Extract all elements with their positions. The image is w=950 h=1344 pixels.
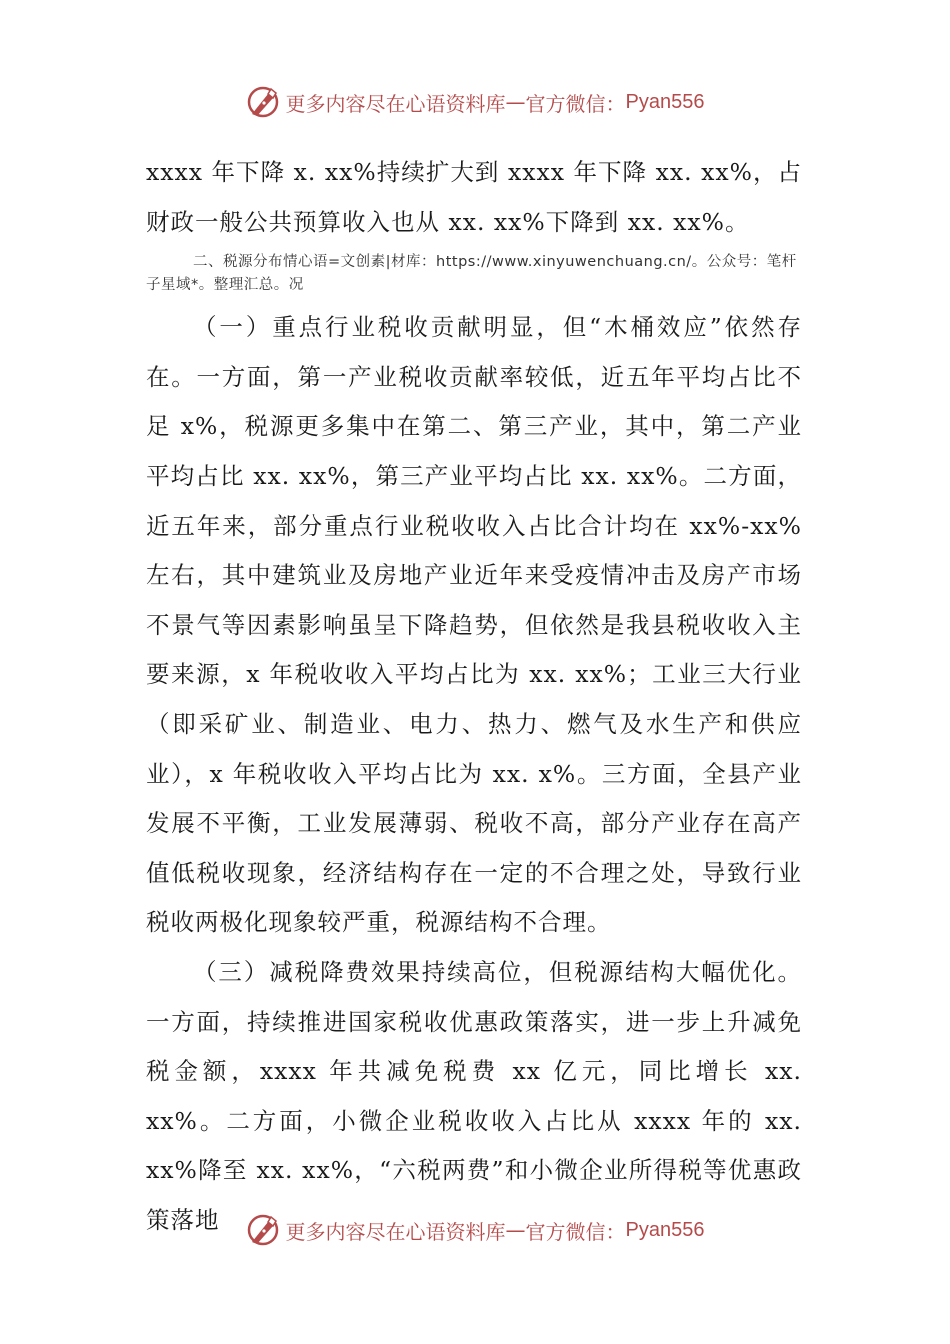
section-heading-with-watermark: 二、税源分布情心语=文创素|材库：https://www.xinyuwenchuang.cn/。公众号：笔杆子星域*。整理汇总。况: [146, 254, 797, 294]
watermark-brand-text: 更多内容尽在心语资料库: [285, 91, 506, 116]
document-body: [146, 148, 802, 1245]
pen-nib-logo-icon: [246, 1213, 280, 1247]
paragraph-continuation: xxxx 年下降 x. xx%持续扩大到 xxxx 年下降 xx. xx%，占财政一般公共预算收入也从 xx. xx%下降到 xx. xx%。: [146, 158, 802, 236]
watermark-contact-id: Pyan556: [625, 1218, 705, 1241]
watermark-contact-label: 官方微信：: [525, 91, 626, 116]
watermark-brand-text: 更多内容尽在心语资料库: [285, 1219, 506, 1244]
pen-nib-logo-icon: [246, 85, 280, 119]
paragraph-tax-reduction: （三）减税降费效果持续高位，但税源结构大幅优化。一方面，持续推进国家税收优惠政策落实，进一步上升减免税金额，xxxx 年共减免税费 xx 亿元，同比增长 xx. xx%。二方面，小微企业税收收入占比从 xxxx 年的 xx. xx%降至 xx. xx%，“六税两费”和小微企业所得税等优惠政策落地: [146, 957, 802, 1234]
watermark-contact-label: 官方微信：: [525, 1219, 626, 1244]
watermark-dash: —: [505, 1218, 526, 1242]
watermark-contact-id: Pyan556: [625, 90, 705, 113]
watermark-dash: —: [505, 90, 526, 114]
header-watermark: [0, 76, 950, 128]
footer-watermark: [0, 1204, 950, 1256]
paragraph-key-industries: （一）重点行业税收贡献明显，但“木桶效应”依然存在。一方面，第一产业税收贡献率较低，近五年平均占比不足 x%，税源更多集中在第二、第三产业，其中，第二产业平均占比 xx. xx%，第三产业平均占比 xx. xx%。二方面，近五年来，部分重点行业税收收入占比合计均在 xx%-xx%左右，其中建筑业及房地产业近年来受疫情冲击及房产市场不景气等因素影响虽呈下降趋势，但依然是我县税收收入主要来源，x 年税收收入平均占比为 xx. xx%；工业三大行业（即采矿业、制造业、电力、热力、燃气及水生产和供应业），x 年税收收入平均占比为 xx. x%。三方面，全县产业发展不平衡，工业发展薄弱、税收不高，部分产业存在高产值低税收现象，经济结构存在一定的不合理之处，导致行业税收两极化现象较严重，税源结构不合理。: [146, 313, 802, 937]
